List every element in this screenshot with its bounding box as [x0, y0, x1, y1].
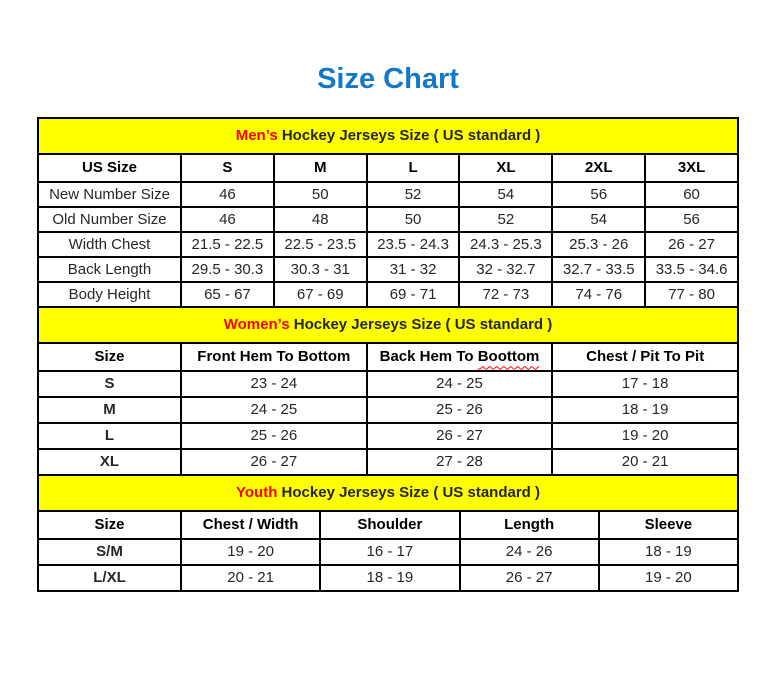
mens-table-row [38, 182, 738, 207]
mens-value-cell: 32 - 32.7 [459, 257, 552, 282]
mens-value-cell: 23.5 - 24.3 [367, 232, 460, 257]
mens-row-label: New Number Size [38, 182, 181, 207]
womens-header-cell-0: Size [38, 343, 181, 371]
youth-value-cell: 19 - 20 [599, 565, 738, 591]
mens-value-cell: 65 - 67 [181, 282, 274, 307]
youth-table-row [38, 539, 738, 565]
mens-value-cell: 69 - 71 [367, 282, 460, 307]
youth-row-label: L/XL [38, 565, 181, 591]
mens-value-cell: 33.5 - 34.6 [645, 257, 738, 282]
mens-row-label: Body Height [38, 282, 181, 307]
mens-value-cell: 50 [367, 207, 460, 232]
mens-header-cell-2: M [274, 154, 367, 182]
womens-table-row [38, 423, 738, 449]
mens-value-cell: 54 [552, 207, 645, 232]
mens-table-row [38, 257, 738, 282]
youth-header-cell-3: Length [460, 511, 599, 539]
youth-header-cell-0: Size [38, 511, 181, 539]
mens-row-label: Old Number Size [38, 207, 181, 232]
mens-value-cell: 77 - 80 [645, 282, 738, 307]
mens-header-cell-6: 3XL [645, 154, 738, 182]
mens-header-cell-3: L [367, 154, 460, 182]
mens-value-cell: 21.5 - 22.5 [181, 232, 274, 257]
youth-section-caption: Youth Hockey Jerseys Size ( US standard ) [38, 475, 738, 511]
mens-header-cell-4: XL [459, 154, 552, 182]
size-chart-page [0, 64, 776, 592]
youth-row-label: S/M [38, 539, 181, 565]
youth-value-cell: 18 - 19 [320, 565, 459, 591]
womens-value-cell: 26 - 27 [367, 423, 553, 449]
mens-value-cell: 26 - 27 [645, 232, 738, 257]
mens-header-cell-5: 2XL [552, 154, 645, 182]
youth-header-cell-1: Chest / Width [181, 511, 320, 539]
mens-value-cell: 60 [645, 182, 738, 207]
mens-value-cell: 31 - 32 [367, 257, 460, 282]
womens-header-cell-3: Chest / Pit To Pit [552, 343, 738, 371]
youth-value-cell: 20 - 21 [181, 565, 320, 591]
mens-section-caption: Men’s Hockey Jerseys Size ( US standard ) [38, 118, 738, 154]
mens-value-cell: 24.3 - 25.3 [459, 232, 552, 257]
mens-value-cell: 56 [645, 207, 738, 232]
womens-header-cell-2: Back Hem To Boottom [367, 343, 553, 371]
womens-row-label: M [38, 397, 181, 423]
womens-value-cell: 20 - 21 [552, 449, 738, 475]
womens-caption-highlight: Women’s [223, 316, 290, 334]
mens-value-cell: 48 [274, 207, 367, 232]
size-tables-container [37, 117, 739, 592]
womens-row-label: XL [38, 449, 181, 475]
mens-table-row [38, 207, 738, 232]
mens-value-cell: 52 [459, 207, 552, 232]
mens-value-cell: 25.3 - 26 [552, 232, 645, 257]
womens-value-cell: 25 - 26 [367, 397, 553, 423]
womens-table-row [38, 449, 738, 475]
mens-value-cell: 46 [181, 182, 274, 207]
mens-value-cell: 72 - 73 [459, 282, 552, 307]
mens-value-cell: 29.5 - 30.3 [181, 257, 274, 282]
womens-value-cell: 24 - 25 [181, 397, 367, 423]
mens-value-cell: 30.3 - 31 [274, 257, 367, 282]
mens-value-cell: 52 [367, 182, 460, 207]
mens-value-cell: 46 [181, 207, 274, 232]
womens-value-cell: 18 - 19 [552, 397, 738, 423]
youth-size-table [37, 474, 739, 592]
youth-value-cell: 16 - 17 [320, 539, 459, 565]
womens-section-caption: Women’s Hockey Jerseys Size ( US standard ) [38, 307, 738, 343]
womens-size-table [37, 306, 739, 476]
womens-value-cell: 24 - 25 [367, 371, 553, 397]
misspelled-word: Boottom [477, 348, 540, 366]
womens-value-cell: 19 - 20 [552, 423, 738, 449]
mens-table-row [38, 282, 738, 307]
youth-caption-highlight: Youth [236, 484, 278, 502]
youth-value-cell: 24 - 26 [460, 539, 599, 565]
womens-value-cell: 27 - 28 [367, 449, 553, 475]
youth-table-row [38, 565, 738, 591]
womens-header-cell-1: Front Hem To Bottom [181, 343, 367, 371]
mens-header-cell-1: S [181, 154, 274, 182]
youth-header-cell-4: Sleeve [599, 511, 738, 539]
mens-value-cell: 67 - 69 [274, 282, 367, 307]
mens-caption-highlight: Men’s [235, 127, 278, 145]
mens-row-label: Width Chest [38, 232, 181, 257]
womens-row-label: L [38, 423, 181, 449]
mens-value-cell: 56 [552, 182, 645, 207]
page-title: Size Chart [317, 63, 459, 95]
mens-value-cell: 74 - 76 [552, 282, 645, 307]
mens-value-cell: 32.7 - 33.5 [552, 257, 645, 282]
mens-value-cell: 54 [459, 182, 552, 207]
womens-row-label: S [38, 371, 181, 397]
mens-header-cell-0: US Size [38, 154, 181, 182]
womens-table-row [38, 371, 738, 397]
youth-value-cell: 26 - 27 [460, 565, 599, 591]
mens-row-label: Back Length [38, 257, 181, 282]
womens-table-row [38, 397, 738, 423]
youth-value-cell: 18 - 19 [599, 539, 738, 565]
mens-table-row [38, 232, 738, 257]
youth-value-cell: 19 - 20 [181, 539, 320, 565]
youth-header-cell-2: Shoulder [320, 511, 459, 539]
womens-value-cell: 23 - 24 [181, 371, 367, 397]
womens-value-cell: 17 - 18 [552, 371, 738, 397]
mens-value-cell: 50 [274, 182, 367, 207]
womens-value-cell: 25 - 26 [181, 423, 367, 449]
mens-size-table [37, 117, 739, 308]
mens-value-cell: 22.5 - 23.5 [274, 232, 367, 257]
womens-value-cell: 26 - 27 [181, 449, 367, 475]
